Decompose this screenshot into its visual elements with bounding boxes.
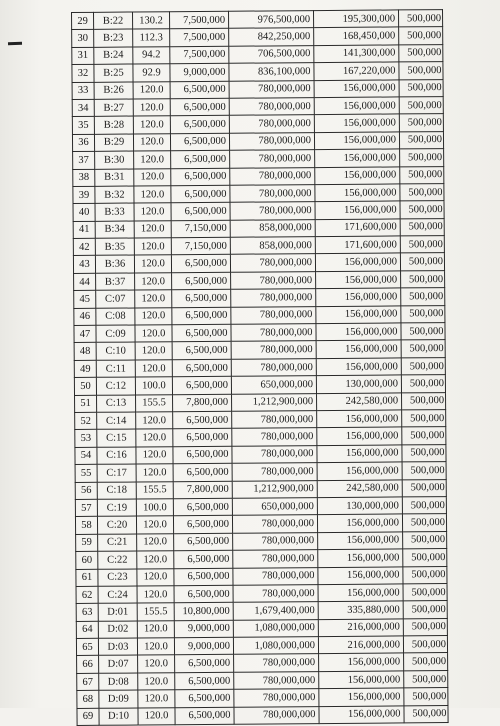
fee-cell: 500,000 (399, 79, 443, 97)
total-price-cell: 780,000,000 (230, 167, 315, 185)
area-cell: 100.0 (136, 499, 173, 517)
row-number-cell: 67 (77, 673, 99, 691)
unit-price-cell: 6,500,000 (175, 655, 234, 673)
area-cell: 120.0 (134, 151, 171, 169)
deposit-cell: 130,000,000 (316, 375, 401, 393)
lot-code-cell: D:09 (99, 690, 138, 708)
deposit-cell: 335,880,000 (318, 601, 403, 619)
total-price-cell: 780,000,000 (231, 306, 316, 324)
total-price-cell: 780,000,000 (232, 515, 317, 533)
lot-code-cell: C:19 (97, 499, 136, 517)
total-price-cell: 780,000,000 (231, 324, 316, 342)
fee-cell: 500,000 (403, 601, 447, 619)
row-number-cell: 59 (76, 534, 98, 552)
unit-price-cell: 7,150,000 (171, 237, 230, 255)
area-cell: 120.0 (136, 446, 173, 464)
unit-price-cell: 6,500,000 (172, 307, 231, 325)
total-price-cell: 780,000,000 (232, 428, 317, 446)
row-number-cell: 61 (76, 569, 98, 587)
unit-price-cell: 6,500,000 (175, 707, 234, 725)
area-cell: 120.0 (134, 203, 171, 221)
total-price-cell: 858,000,000 (230, 219, 315, 237)
area-cell: 120.0 (135, 360, 172, 378)
unit-price-cell: 6,500,000 (171, 185, 230, 203)
table-row (77, 705, 448, 725)
deposit-cell: 156,000,000 (318, 549, 403, 567)
lot-code-cell: B:26 (94, 82, 133, 100)
row-number-cell: 45 (74, 291, 96, 309)
edge-mark (8, 42, 22, 45)
deposit-cell: 171,600,000 (315, 219, 400, 237)
total-price-cell: 836,100,000 (229, 63, 314, 81)
row-number-cell: 33 (72, 82, 94, 100)
area-cell: 120.0 (133, 81, 170, 99)
unit-price-cell: 6,500,000 (172, 290, 231, 308)
area-cell: 100.0 (135, 377, 172, 395)
area-cell: 120.0 (137, 586, 174, 604)
area-cell: 120.0 (135, 273, 172, 291)
area-cell: 120.0 (134, 255, 171, 273)
fee-cell: 500,000 (398, 10, 442, 28)
total-price-cell: 780,000,000 (233, 584, 318, 602)
lot-code-cell: B:37 (96, 273, 135, 291)
fee-cell: 500,000 (404, 688, 448, 706)
row-number-cell: 30 (72, 30, 94, 48)
lot-code-cell: B:34 (95, 221, 134, 239)
row-number-cell: 39 (73, 186, 95, 204)
row-number-cell: 48 (74, 343, 96, 361)
row-number-cell: 55 (75, 464, 97, 482)
unit-price-cell: 6,500,000 (171, 150, 230, 168)
unit-price-cell: 6,500,000 (172, 272, 231, 290)
total-price-cell: 780,000,000 (230, 184, 315, 202)
row-number-cell: 32 (72, 64, 94, 82)
deposit-cell: 156,000,000 (314, 132, 399, 150)
deposit-cell: 156,000,000 (317, 427, 402, 445)
row-number-cell: 58 (75, 517, 97, 535)
total-price-cell: 650,000,000 (231, 376, 316, 394)
row-number-cell: 50 (74, 378, 96, 396)
total-price-cell: 780,000,000 (234, 706, 319, 724)
lot-code-cell: C:17 (97, 464, 136, 482)
total-price-cell: 780,000,000 (233, 567, 318, 585)
lot-code-cell: C:11 (96, 360, 135, 378)
fee-cell: 500,000 (403, 531, 447, 549)
fee-cell: 500,000 (402, 497, 446, 515)
deposit-cell: 130,000,000 (317, 497, 402, 515)
lot-code-cell: B:32 (95, 186, 134, 204)
lot-code-cell: D:10 (99, 708, 138, 726)
lot-code-cell: D:02 (98, 621, 137, 639)
fee-cell: 500,000 (404, 653, 448, 671)
row-number-cell: 36 (72, 134, 94, 152)
total-price-cell: 780,000,000 (229, 80, 314, 98)
area-cell: 120.0 (135, 342, 172, 360)
row-number-cell: 56 (75, 482, 97, 500)
lot-code-cell: D:08 (99, 673, 138, 691)
lot-code-cell: B:24 (94, 47, 133, 65)
lot-code-cell: B:35 (95, 238, 134, 256)
unit-price-cell: 9,000,000 (174, 637, 233, 655)
area-cell: 112.3 (133, 29, 170, 47)
row-number-cell: 38 (73, 169, 95, 187)
area-cell: 120.0 (135, 325, 172, 343)
deposit-cell: 156,000,000 (317, 445, 402, 463)
total-price-cell: 1,212,900,000 (232, 393, 317, 411)
deposit-cell: 156,000,000 (315, 184, 400, 202)
fee-cell: 500,000 (400, 236, 444, 254)
total-price-cell: 842,250,000 (229, 28, 314, 46)
row-number-cell: 63 (76, 604, 98, 622)
unit-price-cell: 9,000,000 (170, 63, 229, 81)
area-cell: 155.5 (136, 481, 173, 499)
deposit-cell: 156,000,000 (316, 306, 401, 324)
unit-price-cell: 10,800,000 (174, 603, 233, 621)
area-cell: 120.0 (138, 655, 175, 673)
row-number-cell: 54 (75, 447, 97, 465)
lot-code-cell: B:25 (94, 64, 133, 82)
area-cell: 130.2 (133, 12, 170, 30)
lot-code-cell: C:20 (97, 516, 136, 534)
total-price-cell: 1,679,400,000 (233, 602, 318, 620)
deposit-cell: 156,000,000 (314, 114, 399, 132)
total-price-cell: 780,000,000 (229, 115, 314, 133)
lot-code-cell: C:21 (98, 534, 137, 552)
deposit-cell: 242,580,000 (317, 393, 402, 411)
total-price-cell: 858,000,000 (230, 237, 315, 255)
deposit-cell: 156,000,000 (315, 149, 400, 167)
fee-cell: 500,000 (402, 479, 446, 497)
lot-code-cell: C:10 (96, 342, 135, 360)
deposit-cell: 156,000,000 (315, 201, 400, 219)
lot-code-cell: C:12 (96, 377, 135, 395)
fee-cell: 500,000 (400, 149, 444, 167)
unit-price-cell: 6,500,000 (174, 550, 233, 568)
fee-cell: 500,000 (400, 218, 444, 236)
unit-price-cell: 6,500,000 (172, 342, 231, 360)
total-price-cell: 780,000,000 (229, 132, 314, 150)
fee-cell: 500,000 (399, 27, 443, 45)
lot-code-cell: C:24 (98, 586, 137, 604)
deposit-cell: 156,000,000 (314, 79, 399, 97)
row-number-cell: 64 (76, 621, 98, 639)
fee-cell: 500,000 (400, 201, 444, 219)
lot-code-cell: C:09 (96, 325, 135, 343)
area-cell: 120.0 (134, 168, 171, 186)
unit-price-cell: 6,500,000 (170, 133, 229, 151)
unit-price-cell: 6,500,000 (173, 429, 232, 447)
fee-cell: 500,000 (402, 410, 446, 428)
deposit-cell: 216,000,000 (318, 619, 403, 637)
total-price-cell: 780,000,000 (234, 654, 319, 672)
deposit-cell: 156,000,000 (318, 584, 403, 602)
lot-code-cell: C:23 (98, 568, 137, 586)
area-cell: 120.0 (137, 620, 174, 638)
row-number-cell: 34 (72, 99, 94, 117)
deposit-cell: 216,000,000 (318, 636, 403, 654)
row-number-cell: 44 (74, 273, 96, 291)
total-price-cell: 780,000,000 (232, 411, 317, 429)
fee-cell: 500,000 (402, 444, 446, 462)
total-price-cell: 780,000,000 (231, 271, 316, 289)
row-number-cell: 35 (72, 117, 94, 135)
lot-code-cell: C:22 (98, 551, 137, 569)
deposit-cell: 156,000,000 (319, 706, 404, 724)
fee-cell: 500,000 (399, 97, 443, 115)
area-cell: 120.0 (136, 516, 173, 534)
total-price-cell: 780,000,000 (234, 689, 319, 707)
deposit-cell: 242,580,000 (317, 479, 402, 497)
area-cell: 120.0 (137, 568, 174, 586)
deposit-cell: 141,300,000 (314, 45, 399, 63)
lot-code-cell: C:15 (97, 429, 136, 447)
row-number-cell: 31 (72, 47, 94, 65)
unit-price-cell: 6,500,000 (173, 516, 232, 534)
deposit-cell: 156,000,000 (318, 566, 403, 584)
area-cell: 94.2 (133, 47, 170, 65)
deposit-cell: 156,000,000 (319, 671, 404, 689)
deposit-cell: 156,000,000 (316, 288, 401, 306)
fee-cell: 500,000 (400, 253, 444, 271)
unit-price-cell: 6,500,000 (171, 255, 230, 273)
fee-cell: 500,000 (402, 462, 446, 480)
row-number-cell: 43 (73, 256, 95, 274)
fee-cell: 500,000 (402, 427, 446, 445)
unit-price-cell: 6,500,000 (172, 359, 231, 377)
deposit-cell: 171,600,000 (315, 236, 400, 254)
fee-cell: 500,000 (401, 357, 445, 375)
area-cell: 92.9 (133, 64, 170, 82)
row-number-cell: 66 (77, 656, 99, 674)
row-number-cell: 60 (76, 551, 98, 569)
lot-code-cell: C:08 (96, 308, 135, 326)
unit-price-cell: 7,150,000 (171, 220, 230, 238)
fee-cell: 500,000 (401, 323, 445, 341)
row-number-cell: 65 (76, 638, 98, 656)
row-number-cell: 49 (74, 360, 96, 378)
total-price-cell: 780,000,000 (232, 463, 317, 481)
unit-price-cell: 6,500,000 (173, 498, 232, 516)
area-cell: 120.0 (137, 533, 174, 551)
lot-code-cell: C:07 (96, 290, 135, 308)
fee-cell: 500,000 (399, 62, 443, 80)
fee-cell: 500,000 (403, 566, 447, 584)
area-cell: 120.0 (136, 429, 173, 447)
lot-code-cell: B:36 (95, 255, 134, 273)
area-cell: 120.0 (135, 290, 172, 308)
deposit-cell: 156,000,000 (317, 462, 402, 480)
unit-price-cell: 7,500,000 (170, 29, 229, 47)
table-body (72, 10, 449, 726)
unit-price-cell: 7,500,000 (170, 46, 229, 64)
fee-cell: 500,000 (403, 618, 447, 636)
deposit-cell: 156,000,000 (314, 97, 399, 115)
area-cell: 155.5 (136, 394, 173, 412)
land-lot-table (71, 9, 449, 726)
lot-code-cell: C:13 (97, 395, 136, 413)
total-price-cell: 780,000,000 (233, 550, 318, 568)
row-number-cell: 29 (72, 12, 94, 30)
total-price-cell: 780,000,000 (232, 445, 317, 463)
fee-cell: 500,000 (401, 340, 445, 358)
fee-cell: 500,000 (401, 288, 445, 306)
unit-price-cell: 6,500,000 (175, 672, 234, 690)
unit-price-cell: 6,500,000 (172, 324, 231, 342)
lot-code-cell: B:28 (94, 116, 133, 134)
area-cell: 120.0 (137, 638, 174, 656)
row-number-cell: 47 (74, 325, 96, 343)
deposit-cell: 156,000,000 (315, 253, 400, 271)
fee-cell: 500,000 (401, 270, 445, 288)
deposit-cell: 167,220,000 (314, 62, 399, 80)
total-price-cell: 780,000,000 (234, 671, 319, 689)
fee-cell: 500,000 (399, 131, 443, 149)
total-price-cell: 780,000,000 (233, 532, 318, 550)
deposit-cell: 156,000,000 (316, 358, 401, 376)
unit-price-cell: 6,500,000 (173, 411, 232, 429)
total-price-cell: 976,500,000 (228, 11, 313, 29)
area-cell: 120.0 (134, 186, 171, 204)
total-price-cell: 780,000,000 (230, 202, 315, 220)
unit-price-cell: 7,800,000 (173, 394, 232, 412)
deposit-cell: 195,300,000 (313, 10, 398, 28)
lot-code-cell: B:22 (94, 12, 133, 30)
total-price-cell: 1,212,900,000 (232, 480, 317, 498)
fee-cell: 500,000 (399, 114, 443, 132)
row-number-cell: 40 (73, 204, 95, 222)
lot-code-cell: D:01 (98, 603, 137, 621)
fee-cell: 500,000 (400, 166, 444, 184)
total-price-cell: 650,000,000 (232, 498, 317, 516)
lot-code-cell: B:27 (94, 99, 133, 117)
unit-price-cell: 6,500,000 (171, 168, 230, 186)
unit-price-cell: 6,500,000 (174, 533, 233, 551)
row-number-cell: 53 (75, 430, 97, 448)
deposit-cell: 156,000,000 (319, 688, 404, 706)
unit-price-cell: 6,500,000 (170, 116, 229, 134)
lot-code-cell: D:03 (98, 638, 137, 656)
fee-cell: 500,000 (403, 549, 447, 567)
deposit-cell: 156,000,000 (316, 271, 401, 289)
row-number-cell: 37 (73, 151, 95, 169)
unit-price-cell: 6,500,000 (173, 446, 232, 464)
total-price-cell: 1,080,000,000 (233, 619, 318, 637)
fee-cell: 500,000 (400, 183, 444, 201)
deposit-cell: 156,000,000 (315, 166, 400, 184)
lot-code-cell: B:29 (94, 134, 133, 152)
unit-price-cell: 6,500,000 (173, 463, 232, 481)
area-cell: 120.0 (138, 690, 175, 708)
unit-price-cell: 6,500,000 (170, 81, 229, 99)
lot-code-cell: C:16 (97, 447, 136, 465)
unit-price-cell: 7,800,000 (173, 481, 232, 499)
lot-code-cell: C:14 (97, 412, 136, 430)
area-cell: 120.0 (134, 238, 171, 256)
row-number-cell: 51 (75, 395, 97, 413)
lot-code-cell: B:33 (95, 203, 134, 221)
deposit-cell: 156,000,000 (318, 532, 403, 550)
lot-code-cell: B:23 (94, 29, 133, 47)
total-price-cell: 780,000,000 (231, 341, 316, 359)
area-cell: 120.0 (138, 707, 175, 725)
area-cell: 120.0 (136, 464, 173, 482)
row-number-cell: 46 (74, 308, 96, 326)
area-cell: 155.5 (137, 603, 174, 621)
fee-cell: 500,000 (403, 583, 447, 601)
unit-price-cell: 6,500,000 (175, 689, 234, 707)
deposit-cell: 156,000,000 (316, 340, 401, 358)
area-cell: 120.0 (134, 220, 171, 238)
total-price-cell: 780,000,000 (231, 358, 316, 376)
deposit-cell: 156,000,000 (317, 514, 402, 532)
unit-price-cell: 6,500,000 (172, 376, 231, 394)
fee-cell: 500,000 (401, 375, 445, 393)
area-cell: 120.0 (133, 99, 170, 117)
area-cell: 120.0 (133, 116, 170, 134)
fee-cell: 500,000 (399, 44, 443, 62)
fee-cell: 500,000 (404, 670, 448, 688)
unit-price-cell: 7,500,000 (170, 11, 229, 29)
deposit-cell: 156,000,000 (317, 410, 402, 428)
deposit-cell: 156,000,000 (316, 323, 401, 341)
fee-cell: 500,000 (402, 514, 446, 532)
total-price-cell: 706,500,000 (229, 45, 314, 63)
total-price-cell: 780,000,000 (230, 254, 315, 272)
unit-price-cell: 9,000,000 (174, 620, 233, 638)
row-number-cell: 57 (75, 499, 97, 517)
lot-code-cell: B:31 (95, 169, 134, 187)
lot-code-cell: B:30 (95, 151, 134, 169)
row-number-cell: 42 (73, 238, 95, 256)
deposit-cell: 168,450,000 (314, 27, 399, 45)
fee-cell: 500,000 (404, 705, 448, 723)
total-price-cell: 780,000,000 (231, 289, 316, 307)
lot-code-cell: D:07 (99, 655, 138, 673)
row-number-cell: 41 (73, 221, 95, 239)
total-price-cell: 1,080,000,000 (233, 637, 318, 655)
area-cell: 120.0 (137, 551, 174, 569)
total-price-cell: 780,000,000 (230, 150, 315, 168)
row-number-cell: 62 (76, 586, 98, 604)
area-cell: 120.0 (138, 673, 175, 691)
unit-price-cell: 6,500,000 (174, 585, 233, 603)
fee-cell: 500,000 (403, 636, 447, 654)
area-cell: 120.0 (135, 307, 172, 325)
area-cell: 120.0 (136, 412, 173, 430)
deposit-cell: 156,000,000 (319, 653, 404, 671)
unit-price-cell: 6,500,000 (170, 98, 229, 116)
row-number-cell: 68 (77, 691, 99, 709)
row-number-cell: 52 (75, 412, 97, 430)
row-number-cell: 69 (77, 708, 99, 726)
total-price-cell: 780,000,000 (229, 98, 314, 116)
area-cell: 120.0 (133, 133, 170, 151)
lot-code-cell: C:18 (97, 482, 136, 500)
fee-cell: 500,000 (401, 392, 445, 410)
unit-price-cell: 6,500,000 (171, 203, 230, 221)
unit-price-cell: 6,500,000 (174, 568, 233, 586)
fee-cell: 500,000 (401, 305, 445, 323)
